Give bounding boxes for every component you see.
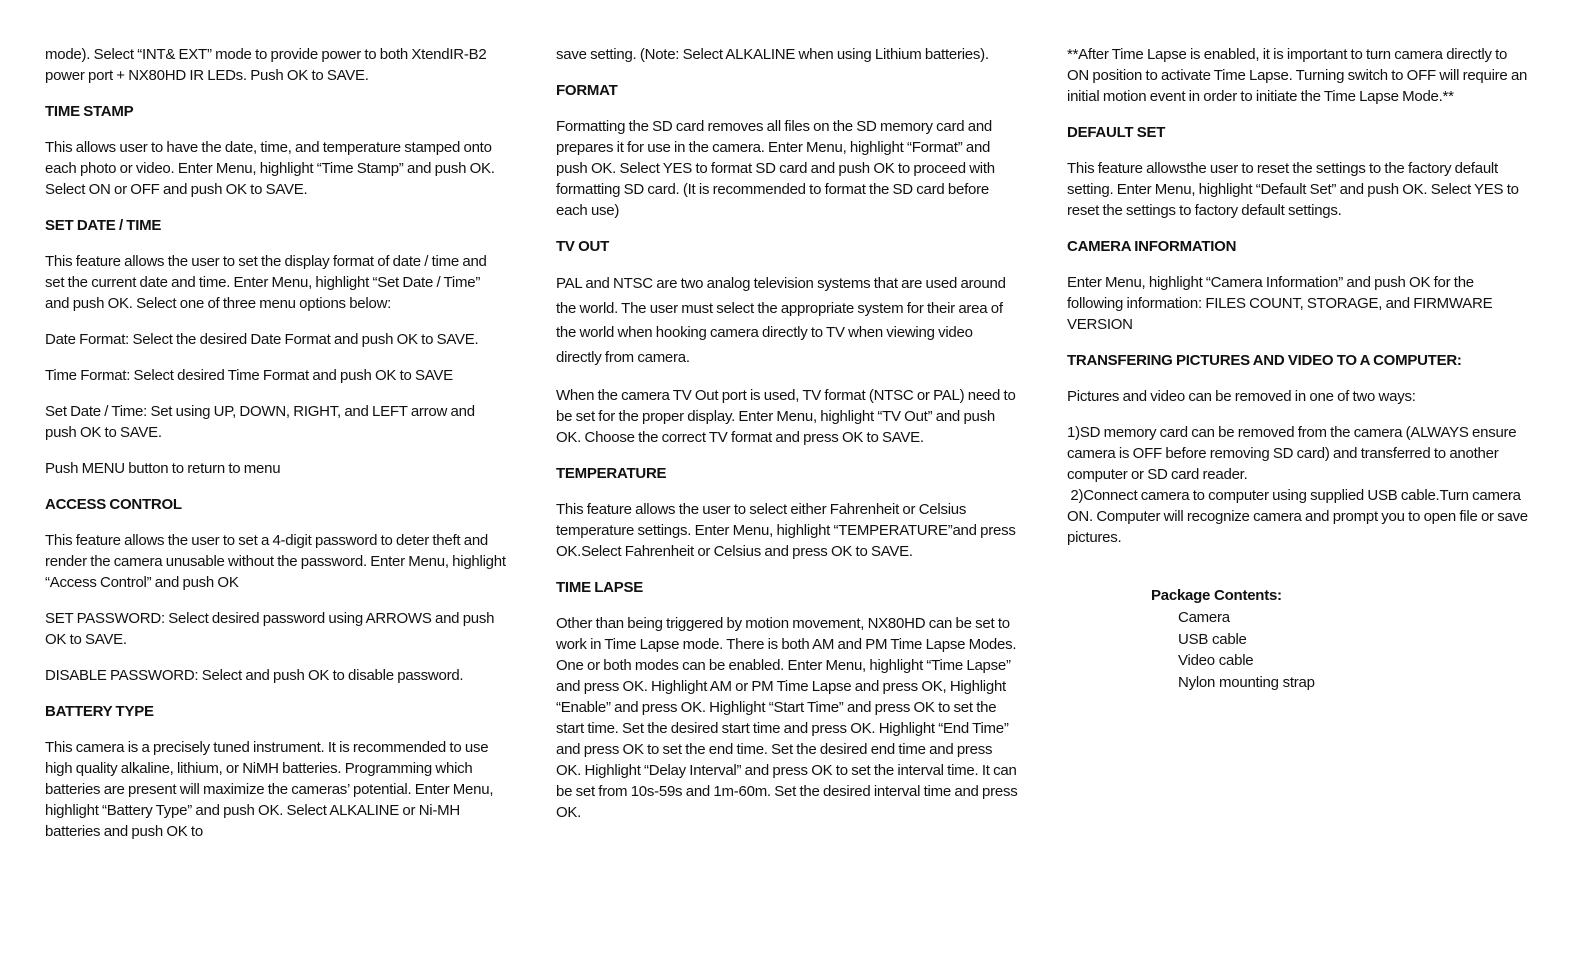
tv-out-format-paragraph: When the camera TV Out port is used, TV format (NTSC or PAL) need to be set for the proper display. Enter Menu, highlight “TV Out” and push OK. Choose the correct TV format and press OK to SAVE. [556, 387, 1016, 446]
temperature-paragraph: This feature allows the user to select either Fahrenheit or Celsius temperature settings. Enter Menu, highlight “TEMPERATURE”and press OK.Select Fahrenheit or Celsius and press OK to SAVE. [556, 501, 1016, 560]
transfer-intro-paragraph: Pictures and video can be removed in one of two ways: [1067, 388, 1416, 405]
time-lapse-note-paragraph: **After Time Lapse is enabled, it is important to turn camera directly to ON position to activate Time Lapse. Turning switch to OFF will require an initial motion event in order to initiate the Time Lapse Mode.** [1067, 46, 1528, 105]
battery-continued-paragraph: save setting. (Note: Select ALKALINE when using Lithium batteries). [556, 46, 989, 63]
transfer-heading: TRANSFERING PICTURES AND VIDEO TO A COMPUTER: [1067, 352, 1462, 369]
package-contents [1151, 585, 1529, 693]
default-set-heading: DEFAULT SET [1067, 124, 1166, 141]
package-item: Video cable [1178, 652, 1254, 669]
access-control-heading: ACCESS CONTROL [45, 496, 182, 513]
camera-information-heading: CAMERA INFORMATION [1067, 238, 1237, 255]
column-3 [1067, 44, 1532, 693]
time-lapse-paragraph: Other than being triggered by motion movement, NX80HD can be set to work in Time Lapse mode. There is both AM and PM Time Lapse Modes. One or both modes can be enabled. Enter Menu, highlight “Time Lapse” and press OK. Highlight AM or PM Time Lapse and press OK, Highlight “Enable” and press OK. Highlight “Start Time” and press OK to set the start time. Set the desired start time and press OK. Highlight “End Time” and press OK to set the end time. Set the desired end time and press OK. Highlight “Delay Interval” and press OK to set the interval time. It can be set from 10s-59s and 1m-60m. Set the desired interval time and press OK. [556, 615, 1018, 821]
tv-out-systems-paragraph: PAL and NTSC are two analog television systems that are used around the world. The user must select the appropriate system for their area of the world when hooking camera directly to TV when viewing video directly from camera. [556, 275, 1006, 366]
camera-information-paragraph: Enter Menu, highlight “Camera Information” and push OK for the following information: FILES COUNT, STORAGE, and FIRMWARE VERSION [1067, 274, 1493, 333]
package-item: Camera [1178, 609, 1230, 626]
transfer-option-1-paragraph: 1)SD memory card can be removed from the camera (ALWAYS ensure camera is OFF before removing SD card) and transferred to another computer or SD card reader. [1067, 424, 1517, 483]
temperature-heading: TEMPERATURE [556, 465, 667, 482]
format-paragraph: Formatting the SD card removes all files on the SD memory card and prepares it for use in the camera. Enter Menu, highlight “Format” and push OK. Select YES to format SD card and push OK to proceed with formatting SD card. (It is recommended to format the SD card before each use) [556, 118, 995, 219]
time-format-paragraph: Time Format: Select desired Time Format and push OK to SAVE [45, 367, 453, 384]
time-stamp-heading: TIME STAMP [45, 103, 134, 120]
time-stamp-paragraph: This allows user to have the date, time, and temperature stamped onto each photo or video. Enter Menu, highlight “Time Stamp” and push OK. Select ON or OFF and push OK to SAVE. [45, 139, 495, 198]
time-lapse-heading: TIME LAPSE [556, 579, 644, 596]
set-date-time-heading: SET DATE / TIME [45, 217, 162, 234]
package-item: Nylon mounting strap [1178, 673, 1315, 691]
package-contents-title: Package Contents: [1151, 587, 1282, 604]
battery-type-paragraph: This camera is a precisely tuned instrument. It is recommended to use high quality alkaline, lithium, or NiMH batteries. Programming which batteries are present will maximize the cameras’ potential. Enter Menu, highlight “Battery Type” and push OK. Select ALKALINE or Ni-MH batteries and push OK to [45, 739, 494, 840]
intro-paragraph: mode). Select “INT& EXT” mode to provide power to both XtendIR-B2 power port + NX80HD IR LEDs. Push OK to SAVE. [45, 46, 487, 84]
package-item: USB cable [1178, 630, 1247, 648]
date-format-paragraph: Date Format: Select the desired Date Format and push OK to SAVE. [45, 331, 479, 348]
column-1 [45, 44, 507, 842]
battery-type-heading: BATTERY TYPE [45, 703, 154, 720]
tv-out-systems-block [556, 272, 1018, 370]
column-2 [556, 44, 1018, 823]
push-menu-paragraph: Push MENU button to return to menu [45, 460, 281, 477]
access-control-paragraph: This feature allows the user to set a 4-digit password to deter theft and render the camera unusable without the password. Enter Menu, highlight “Access Control” and push OK [45, 532, 506, 591]
set-date-time-detail-paragraph: Set Date / Time: Set using UP, DOWN, RIGHT, and LEFT arrow and push OK to SAVE. [45, 403, 475, 441]
transfer-option-2-paragraph: 2)Connect camera to computer using supplied USB cable.Turn camera ON. Computer will recognize camera and prompt you to open file or save pictures. [1067, 487, 1532, 546]
disable-password-paragraph: DISABLE PASSWORD: Select and push OK to disable password. [45, 667, 464, 684]
set-password-paragraph: SET PASSWORD: Select desired password using ARROWS and push OK to SAVE. [45, 610, 495, 648]
set-date-time-paragraph: This feature allows the user to set the display format of date / time and set the current date and time. Enter Menu, highlight “Set Date / Time” and push OK. Select one of three menu options below: [45, 253, 487, 312]
default-set-paragraph: This feature allowsthe user to reset the settings to the factory default setting. Enter Menu, highlight “Default Set” and push OK. Select YES to reset the settings to factory default settings. [1067, 160, 1519, 219]
tv-out-heading: TV OUT [556, 238, 609, 255]
format-heading: FORMAT [556, 82, 618, 99]
package-contents-list [1151, 607, 1529, 693]
